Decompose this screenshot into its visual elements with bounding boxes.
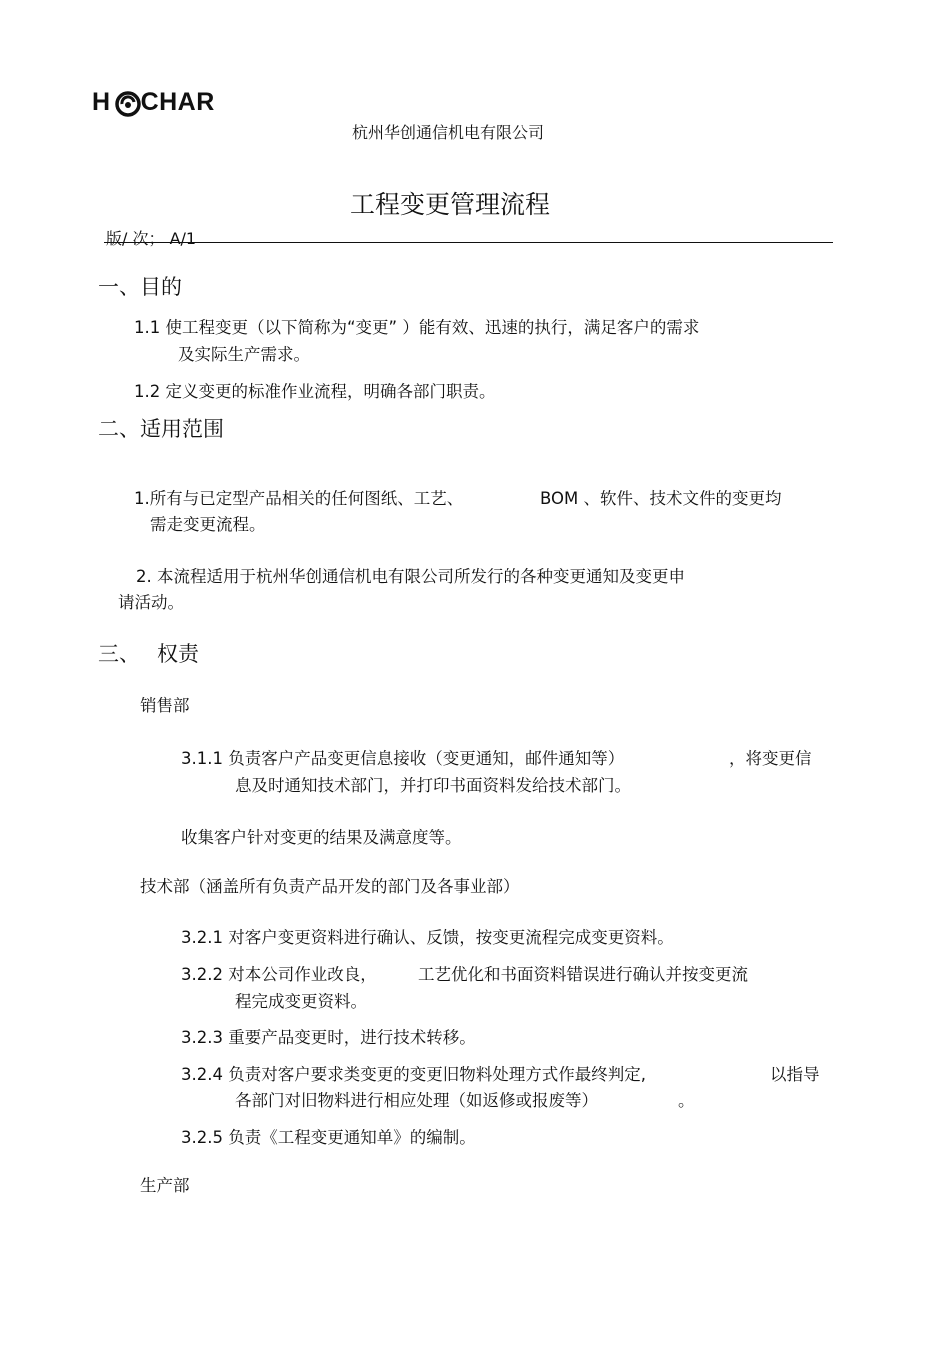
sales-item-2: 收集客户针对变更的结果及满意度等。 (181, 828, 462, 847)
tech-item-1: 3.2.1 对客户变更资料进行确认、反馈，按变更流程完成变更资料。 (181, 928, 674, 947)
scope-item-1-line1b: BOM 、软件、技术文件的变更均 (540, 489, 782, 508)
company-logo (92, 86, 232, 120)
section-heading-purpose: 一、目的 (98, 275, 182, 299)
tech-item-2-line2: 程完成变更资料。 (235, 992, 367, 1011)
scope-item-1-line2: 需走变更流程。 (150, 515, 266, 534)
document-title: 工程变更管理流程 (350, 190, 551, 219)
tech-item-2-line1a: 3.2.2 对本公司作业改良， (181, 965, 377, 984)
tech-item-4-line2b: 。 (678, 1091, 695, 1110)
tech-item-4-line2a: 各部门对旧物料进行相应处理（如返修或报废等） (235, 1091, 598, 1110)
scope-item-2-line1: 2. 本流程适用于杭州华创通信机电有限公司所发行的各种变更通知及变更申 (136, 567, 685, 586)
sales-item-1-line2: 息及时通知技术部门，并打印书面资料发给技术部门。 (235, 776, 631, 795)
section-heading-scope: 二、适用范围 (98, 417, 224, 441)
tech-item-4-line1b: 以指导 (770, 1065, 820, 1084)
purpose-item-1-line1: 1.1 使工程变更（以下简称为“变更” ）能有效、迅速的执行，满足客户的需求 (134, 318, 700, 337)
tech-item-4-line1a: 3.2.4 负责对客户要求类变更的变更旧物料处理方式作最终判定, (181, 1065, 646, 1084)
dept-production: 生产部 (140, 1176, 190, 1195)
logo-swirl-icon (114, 90, 142, 118)
sales-item-1-line1a: 3.1.1 负责客户产品变更信息接收（变更通知，邮件通知等） (181, 749, 625, 768)
section-heading-responsibilities-number: 三、 (98, 642, 140, 666)
dept-technical: 技术部（涵盖所有负责产品开发的部门及各事业部） (140, 877, 520, 896)
section-heading-responsibilities: 权责 (157, 642, 199, 666)
company-name: 杭州华创通信机电有限公司 (352, 123, 545, 142)
purpose-item-1-line2: 及实际生产需求。 (178, 345, 310, 364)
header-rule (104, 242, 833, 243)
logo-text: H CHAR (92, 88, 215, 116)
document-version: 版/ 次； A/1 (106, 229, 197, 248)
tech-item-2-line1b: 工艺优化和书面资料错误进行确认并按变更流 (418, 965, 748, 984)
scope-item-2-line2: 请活动。 (118, 593, 184, 612)
tech-item-3: 3.2.3 重要产品变更时，进行技术转移。 (181, 1028, 476, 1047)
purpose-item-2: 1.2 定义变更的标准作业流程，明确各部门职责。 (134, 382, 496, 401)
dept-sales: 销售部 (140, 696, 190, 715)
sales-item-1-line1b: ，将变更信 (729, 749, 812, 768)
tech-item-5: 3.2.5 负责《工程变更通知单》的编制。 (181, 1128, 476, 1147)
scope-item-1-line1a: 1.所有与已定型产品相关的任何图纸、工艺、 (134, 489, 464, 508)
